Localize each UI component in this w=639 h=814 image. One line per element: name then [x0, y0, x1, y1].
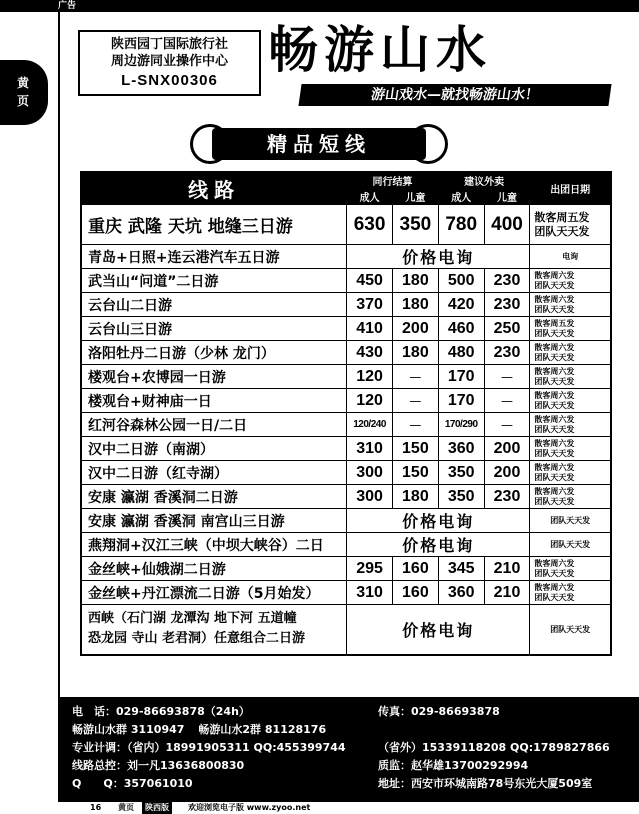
retail-adult-price: 360 — [438, 581, 484, 605]
departure-date — [530, 437, 611, 461]
retail-adult-price: 170/290 — [438, 413, 484, 437]
table-row — [81, 317, 611, 341]
route-name: 云台山二日游 — [81, 293, 347, 317]
table-row — [81, 437, 611, 461]
departure-individual: 散客周五发 — [534, 210, 590, 224]
price-inquiry: 价格电询 — [347, 245, 530, 269]
departure-group: 团队天天发 — [534, 304, 575, 314]
departure-group: 团队天天发 — [534, 424, 575, 434]
departure-individual: 散客周六发 — [534, 294, 575, 304]
departure-individual: 散客周六发 — [534, 390, 575, 400]
side-tab[interactable] — [0, 60, 52, 125]
table-row — [81, 365, 611, 389]
trade-child-price: 150 — [392, 461, 438, 485]
table-row — [81, 389, 611, 413]
planner-out-province[interactable]: （省外）15339118208 QQ:1789827866 — [378, 741, 610, 754]
edition-badge: 陕西版 — [142, 802, 172, 814]
departure-group: 团队天天发 — [534, 568, 575, 578]
trade-adult-price: 310 — [347, 437, 393, 461]
trade-adult-price: 120 — [347, 365, 393, 389]
trade-child-price: 180 — [392, 269, 438, 293]
top-bar — [0, 0, 639, 12]
route-name: 青岛+日照+连云港汽车五日游 — [81, 245, 347, 269]
retail-child-price: — — [484, 365, 530, 389]
fax-line — [378, 703, 500, 721]
qq-group-2[interactable]: 畅游山水2群 81128176 — [198, 723, 327, 736]
page-number: 16 — [90, 803, 102, 812]
header-trade-child: 儿童 — [392, 189, 438, 205]
departure-group: 团队天天发 — [534, 496, 575, 506]
trade-adult-price: 120/240 — [347, 413, 393, 437]
quality-phone[interactable]: 赵华雄13700292994 — [411, 759, 529, 772]
departure-date — [530, 413, 611, 437]
contact-box — [60, 697, 639, 802]
header-trade-price: 同行结算 — [347, 172, 439, 189]
route-table — [80, 171, 612, 656]
retail-child-price: — — [484, 413, 530, 437]
route-name: 楼观台+农博园一日游 — [81, 365, 347, 389]
trade-child-price: 350 — [392, 205, 438, 245]
trade-child-price: — — [392, 365, 438, 389]
route-name: 汉中二日游（红寺湖） — [81, 461, 347, 485]
trade-adult-price: 295 — [347, 557, 393, 581]
section-banner — [190, 124, 448, 164]
departure-individual: 散客周六发 — [534, 486, 575, 496]
departure-date — [530, 389, 611, 413]
retail-child-price: — — [484, 389, 530, 413]
retail-adult-price: 480 — [438, 341, 484, 365]
planner-out-line — [378, 739, 610, 757]
table-row — [81, 581, 611, 605]
header-retail-child: 儿童 — [484, 189, 530, 205]
trade-child-price: 200 — [392, 317, 438, 341]
address-line — [378, 775, 592, 793]
brand-title: 畅游山水 — [268, 20, 492, 79]
table-row — [81, 509, 611, 533]
route-name-line1: 西峡（石门湖 龙潭沟 地下河 五道幢 — [88, 611, 297, 627]
trade-adult-price: 450 — [347, 269, 393, 293]
retail-adult-price: 500 — [438, 269, 484, 293]
director-line — [72, 757, 244, 775]
route-name: 楼观台+财神庙一日 — [81, 389, 347, 413]
departure-date: 团队天天发 — [530, 605, 611, 655]
departure-group: 团队天天发 — [534, 224, 590, 238]
route-name-line2: 恐龙园 寺山 老君洞）任意组合二日游 — [88, 631, 306, 647]
route-name: 安康 瀛湖 香溪洞 南宫山三日游 — [81, 509, 347, 533]
table-row — [81, 341, 611, 365]
trade-child-price: 180 — [392, 293, 438, 317]
departure-date — [530, 485, 611, 509]
table-row — [81, 605, 611, 655]
departure-date — [530, 205, 611, 245]
trade-adult-price: 370 — [347, 293, 393, 317]
phone-label: 电 话： — [72, 705, 116, 718]
retail-child-price: 210 — [484, 557, 530, 581]
table-row — [81, 461, 611, 485]
route-name: 云台山三日游 — [81, 317, 347, 341]
route-name: 安康 瀛湖 香溪洞二日游 — [81, 485, 347, 509]
brand-slogan: 游山戏水—就找畅游山水！ — [298, 84, 611, 106]
departure-date — [530, 365, 611, 389]
route-name: 红河谷森林公园一日/二日 — [81, 413, 347, 437]
retail-child-price: 230 — [484, 269, 530, 293]
departure-individual: 散客周六发 — [534, 366, 575, 376]
departure-date — [530, 293, 611, 317]
departure-date: 团队天天发 — [530, 533, 611, 557]
agency-license: L-SNX00306 — [121, 72, 218, 89]
route-name: 武当山“问道”二日游 — [81, 269, 347, 293]
departure-date — [530, 461, 611, 485]
retail-adult-price: 360 — [438, 437, 484, 461]
side-tab-label: 黄页 — [16, 76, 29, 108]
phone-number[interactable]: 029-86693878（24h） — [116, 705, 250, 718]
header-route: 线路 — [81, 172, 347, 205]
table-row — [81, 205, 611, 245]
price-inquiry: 价格电询 — [347, 533, 530, 557]
trade-child-price: 150 — [392, 437, 438, 461]
trade-adult-price: 410 — [347, 317, 393, 341]
agency-box — [78, 30, 261, 96]
retail-adult-price: 350 — [438, 485, 484, 509]
trade-child-price: 160 — [392, 557, 438, 581]
retail-child-price: 200 — [484, 437, 530, 461]
footer-website[interactable]: 欢迎浏览电子版 www.zyoo.net — [188, 803, 311, 812]
trade-adult-price: 120 — [347, 389, 393, 413]
director-label: 线路总控： — [72, 759, 127, 772]
route-name: 洛阳牡丹二日游（少林 龙门） — [81, 341, 347, 365]
fax-number[interactable]: 029-86693878 — [411, 705, 500, 718]
departure-individual: 散客周六发 — [534, 558, 575, 568]
price-inquiry: 价格电询 — [347, 605, 530, 655]
retail-child-price: 200 — [484, 461, 530, 485]
qq-group-1[interactable]: 畅游山水群 3110947 — [72, 723, 185, 736]
departure-date: 电询 — [530, 245, 611, 269]
departure-date — [530, 269, 611, 293]
trade-adult-price: 430 — [347, 341, 393, 365]
retail-child-price: 400 — [484, 205, 530, 245]
address-text: 西安市环城南路78号东光大厦509室 — [411, 777, 593, 790]
retail-adult-price: 170 — [438, 365, 484, 389]
departure-individual: 散客周六发 — [534, 438, 575, 448]
fax-label: 传真： — [378, 705, 411, 718]
table-row — [81, 557, 611, 581]
trade-child-price: 160 — [392, 581, 438, 605]
table-row — [81, 533, 611, 557]
table-row — [81, 485, 611, 509]
qq-group-line — [72, 721, 326, 739]
departure-group: 团队天天发 — [534, 352, 575, 362]
trade-adult-price: 300 — [347, 461, 393, 485]
trade-adult-price: 300 — [347, 485, 393, 509]
director-phone[interactable]: 刘一凡13636800830 — [127, 759, 245, 772]
departure-date — [530, 341, 611, 365]
planner-line — [72, 739, 346, 757]
retail-adult-price: 350 — [438, 461, 484, 485]
retail-adult-price: 460 — [438, 317, 484, 341]
trade-child-price: — — [392, 413, 438, 437]
route-name: 燕翔洞+汉江三峡（中坝大峡谷）二日 — [81, 533, 347, 557]
retail-child-price: 210 — [484, 581, 530, 605]
route-name: 汉中二日游（南湖） — [81, 437, 347, 461]
retail-child-price: 250 — [484, 317, 530, 341]
trade-child-price: 180 — [392, 485, 438, 509]
qq-number[interactable]: 357061010 — [123, 777, 193, 790]
departure-group: 团队天天发 — [534, 472, 575, 482]
table-row — [81, 293, 611, 317]
trade-child-price: 180 — [392, 341, 438, 365]
header-departure: 出团日期 — [530, 172, 611, 205]
price-inquiry: 价格电询 — [347, 509, 530, 533]
qq-label: Q Q： — [72, 777, 124, 790]
route-name — [81, 605, 347, 655]
departure-group: 团队天天发 — [534, 592, 575, 602]
trade-adult-price: 310 — [347, 581, 393, 605]
agency-department: 周边游同业操作中心 — [110, 54, 228, 69]
section-title: 精品短线 — [267, 132, 371, 156]
address-label: 地址： — [378, 777, 411, 790]
departure-individual: 散客周六发 — [534, 582, 575, 592]
retail-child-price: 230 — [484, 293, 530, 317]
header-retail-adult: 成人 — [438, 189, 484, 205]
retail-child-price: 230 — [484, 485, 530, 509]
retail-child-price: 230 — [484, 341, 530, 365]
departure-date — [530, 581, 611, 605]
table-row — [81, 269, 611, 293]
planner-label: 专业计调： — [72, 741, 127, 754]
footer-section: 黄页 — [118, 803, 134, 812]
departure-date: 团队天天发 — [530, 509, 611, 533]
trade-child-price: — — [392, 389, 438, 413]
route-name: 金丝峡+仙娥湖二日游 — [81, 557, 347, 581]
departure-group: 团队天天发 — [534, 280, 575, 290]
departure-group: 团队天天发 — [534, 376, 575, 386]
departure-date — [530, 317, 611, 341]
header-trade-adult: 成人 — [347, 189, 393, 205]
header-retail-price: 建议外卖 — [438, 172, 530, 189]
quality-label: 质监： — [378, 759, 411, 772]
departure-group: 团队天天发 — [534, 328, 575, 338]
table-row — [81, 413, 611, 437]
ad-label: 广告 — [58, 1, 77, 11]
departure-individual: 散客周六发 — [534, 342, 575, 352]
retail-adult-price: 170 — [438, 389, 484, 413]
route-name: 金丝峡+丹江漂流二日游（5月始发） — [81, 581, 347, 605]
departure-individual: 散客周五发 — [534, 318, 575, 328]
table-row — [81, 245, 611, 269]
route-name: 重庆 武隆 天坑 地缝三日游 — [81, 205, 347, 245]
departure-individual: 散客周六发 — [534, 414, 575, 424]
trade-adult-price: 630 — [347, 205, 393, 245]
departure-group: 团队天天发 — [534, 448, 575, 458]
departure-group: 团队天天发 — [534, 400, 575, 410]
departure-individual: 散客周六发 — [534, 270, 575, 280]
quality-line — [378, 757, 528, 775]
retail-adult-price: 420 — [438, 293, 484, 317]
qq-line — [72, 775, 193, 793]
departure-date — [530, 557, 611, 581]
departure-individual: 散客周六发 — [534, 462, 575, 472]
footer — [80, 802, 500, 814]
planner-in-province[interactable]: （省内）18991905311 QQ:455399744 — [127, 741, 346, 754]
retail-adult-price: 780 — [438, 205, 484, 245]
retail-adult-price: 345 — [438, 557, 484, 581]
phone-line — [72, 703, 250, 721]
agency-name: 陕西园丁国际旅行社 — [110, 37, 228, 52]
